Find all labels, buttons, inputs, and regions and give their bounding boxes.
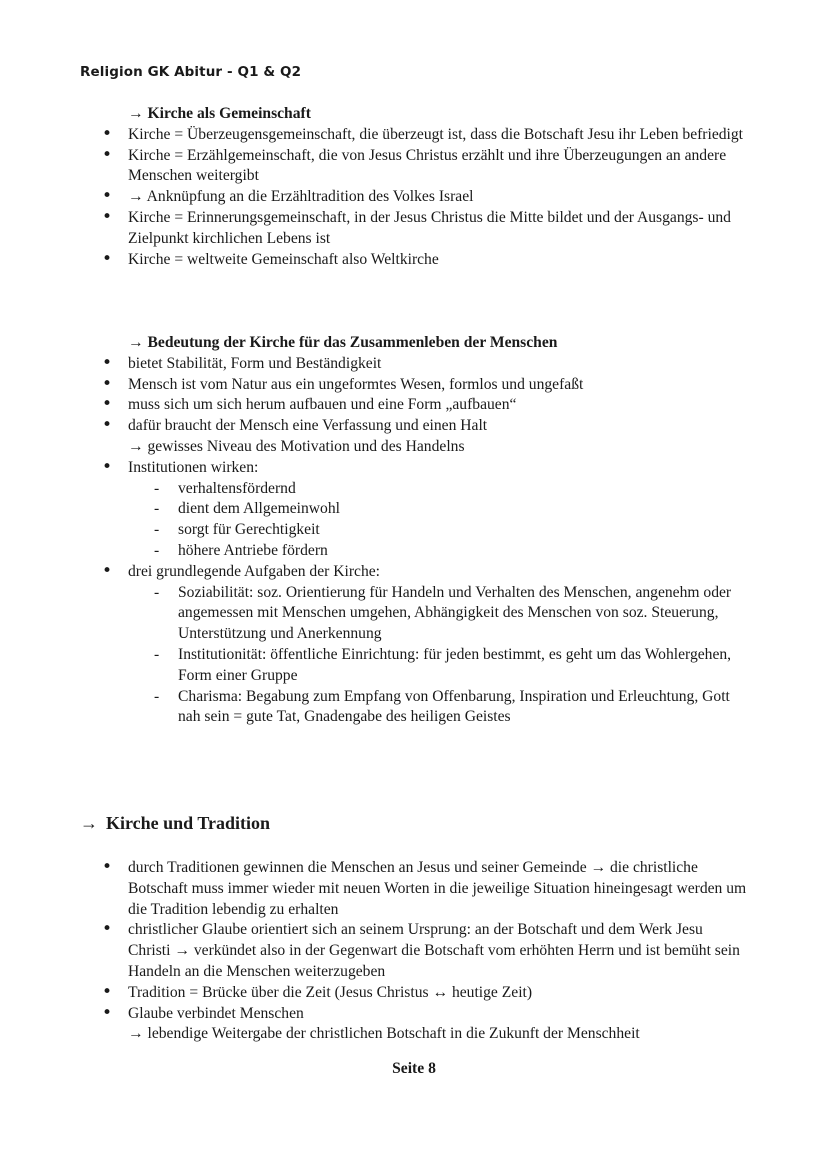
sub-list-item: - Institutionität: öffentliche Einrichtung: für jeden bestimmt, es geht um das Wohlergehen, Form einer Gruppe [128, 645, 748, 687]
list-item: • Kirche = Erinnerungsgemeinschaft, in der Jesus Christus die Mitte bildet und der Ausgangs- und Zielpunkt kirchlichen Lebens ist [0, 208, 748, 250]
sub-list-item: - verhaltensfördernd [128, 479, 748, 500]
list-item-continuation: → lebendige Weitergabe der christlichen Botschaft in die Zukunft der Menschheit [128, 1025, 640, 1043]
section-heading-kirche-und-tradition [80, 813, 270, 834]
list-item: • → Anknüpfung an die Erzähltradition des Volkes Israel [0, 187, 748, 208]
list-item: • Kirche = Überzeugensgemeinschaft, die überzeugt ist, dass die Botschaft Jesu ihr Leben befriedigt [0, 125, 748, 146]
list-item-text: • drei grundlegende Aufgaben der Kirche: [128, 562, 380, 580]
section-heading: → Bedeutung der Kirche für das Zusammenleben der Menschen [128, 334, 558, 351]
section-kirche-und-tradition [0, 858, 828, 1045]
sub-list-aufgaben [128, 583, 748, 729]
heading-text: Kirche und Tradition [106, 813, 271, 833]
list-item: • bietet Stabilität, Form und Beständigkeit [0, 354, 748, 375]
sub-list-item: - Soziabilität: soz. Orientierung für Handeln und Verhalten des Menschen, angenehm oder angemessen mit Menschen umgehen, Abhängigkeit des Menschen von soz. Steuerung, Unterstützung und Anerkennung [128, 583, 748, 645]
list-item [0, 562, 748, 728]
sub-list-institutionen [128, 479, 748, 562]
page-number: Seite 8 [392, 1060, 436, 1077]
list-item: • christlicher Glaube orientiert sich an seinem Ursprung: an der Botschaft und dem Werk Jesu Christi → verkündet also in der Gegenwart die Botschaft vom erhöhten Herrn und ist bemüht sein Handeln an die Menschen weiterzugeben [0, 920, 748, 982]
section-kirche-als-gemeinschaft [0, 104, 828, 270]
list-item [0, 1004, 748, 1046]
list-item: • durch Traditionen gewinnen die Menschen an Jesus und seiner Gemeinde → die christliche Botschaft muss immer wieder mit neuen Worten in die jeweilige Situation hineingesagt werden um die Tradition lebendig zu erhalten [0, 858, 748, 920]
running-header: Religion GK Abitur - Q1 & Q2 [80, 64, 302, 80]
list-item-text: • Institutionen wirken: [128, 458, 259, 476]
list-item [0, 458, 748, 562]
arrow-icon: → [80, 813, 98, 833]
list-item-continuation: → gewisses Niveau des Motivation und des Handelns [128, 437, 465, 455]
bullet-list [0, 858, 828, 1045]
list-item: • Mensch ist vom Natur aus ein ungeformtes Wesen, formlos und ungefaßt [0, 375, 748, 396]
bullet-list [0, 125, 828, 271]
sub-list-item: - höhere Antriebe fördern [128, 541, 748, 562]
list-item-text: • Glaube verbindet Menschen [128, 1004, 304, 1022]
list-item: • muss sich um sich herum aufbauen und eine Form „aufbauen“ [0, 395, 748, 416]
list-item: • Tradition = Brücke über die Zeit (Jesus Christus ↔ heutige Zeit) [0, 983, 748, 1004]
sub-list-item: - dient dem Allgemeinwohl [128, 499, 748, 520]
section-bedeutung-der-kirche [0, 333, 828, 728]
section-heading: → Kirche als Gemeinschaft [128, 105, 311, 122]
list-item-text: • dafür braucht der Mensch eine Verfassung und einen Halt [128, 417, 488, 435]
sub-list-item: - Charisma: Begabung zum Empfang von Offenbarung, Inspiration und Erleuchtung, Gott nah sein = gute Tat, Gnadengabe des heiligen Geistes [128, 687, 748, 729]
list-item [0, 416, 748, 458]
sub-list-item: - sorgt für Gerechtigkeit [128, 520, 748, 541]
list-item: • Kirche = Erzählgemeinschaft, die von Jesus Christus erzählt und ihre Überzeugungen an andere Menschen weitergibt [0, 146, 748, 188]
bullet-list [0, 354, 828, 728]
list-item: • Kirche = weltweite Gemeinschaft also Weltkirche [0, 250, 748, 271]
